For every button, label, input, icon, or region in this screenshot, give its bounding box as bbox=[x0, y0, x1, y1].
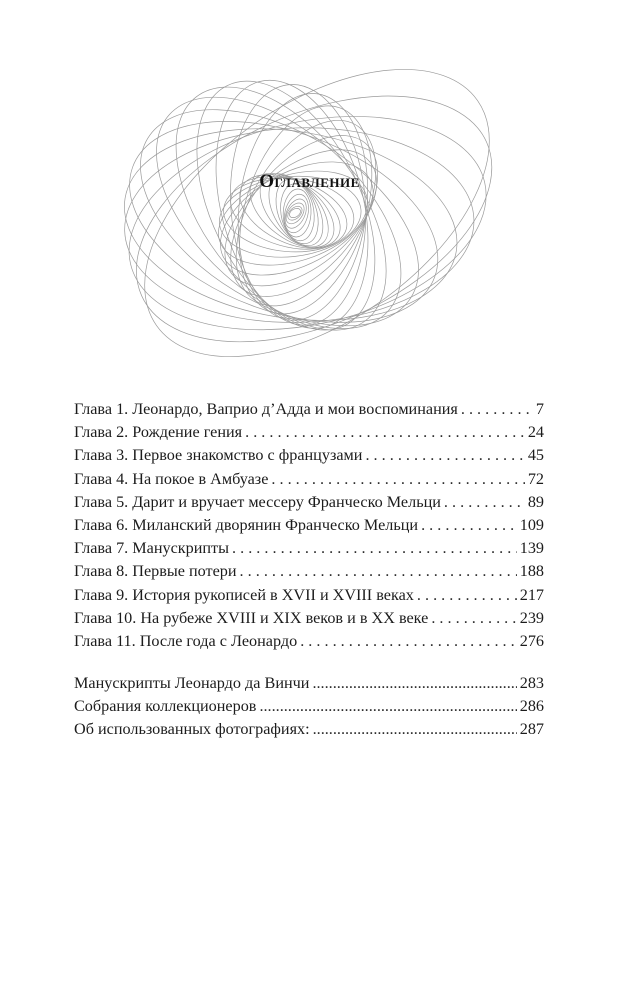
toc-entry-page: 217 bbox=[519, 585, 544, 604]
leader-dots bbox=[444, 491, 525, 514]
leader-dots bbox=[431, 607, 516, 630]
spiral-ornament bbox=[110, 45, 510, 375]
leader-dots bbox=[300, 630, 517, 653]
toc-entry[interactable] bbox=[74, 398, 544, 421]
toc-entry-page: 89 bbox=[527, 492, 544, 511]
toc-entry[interactable] bbox=[74, 491, 544, 514]
toc-entry-title: Глава 7. Манускрипты bbox=[74, 539, 230, 558]
toc-entry-title: Глава 5. Дарит и вручает мессеру Франческо Мельци bbox=[74, 492, 441, 511]
toc-entry[interactable] bbox=[74, 584, 544, 607]
leader-dots bbox=[417, 584, 517, 607]
toc-entry-title: Глава 3. Первое знакомство с французами bbox=[74, 446, 363, 465]
toc-entry-page: 72 bbox=[527, 469, 544, 488]
leader-dots bbox=[240, 560, 517, 583]
leader-dots bbox=[259, 695, 516, 718]
toc-entry[interactable] bbox=[74, 514, 544, 537]
toc-entry-page: 109 bbox=[519, 515, 544, 534]
spiral-ellipse bbox=[110, 84, 507, 363]
toc-entry-title: Глава 9. История рукописей в XVII и XVIII веках bbox=[74, 585, 414, 604]
toc-entry[interactable] bbox=[74, 421, 544, 444]
spiral-ellipse bbox=[285, 204, 305, 223]
leader-dots bbox=[232, 537, 517, 560]
toc-entry-page: 24 bbox=[527, 423, 544, 442]
toc-entry-title: Глава 1. Леонардо, Ваприо д’Адда и мои воспоминания bbox=[74, 400, 458, 418]
spiral-ellipse bbox=[115, 54, 443, 372]
spiral-ellipse bbox=[223, 80, 374, 330]
toc-entry-title: Собрания коллекционеров bbox=[74, 697, 257, 716]
toc-entry-page: 276 bbox=[519, 631, 544, 650]
toc-entry[interactable] bbox=[74, 607, 544, 630]
toc-entry-title: Глава 11. После года с Леонардо bbox=[74, 631, 298, 650]
toc-entry-title: Глава 8. Первые потери bbox=[74, 562, 237, 581]
toc-entry-page: 287 bbox=[519, 720, 544, 739]
leader-dots bbox=[421, 514, 517, 537]
toc-entry[interactable] bbox=[74, 468, 544, 491]
spiral-ellipse bbox=[282, 188, 312, 237]
toc-entry-title: Глава 2. Рождение гения bbox=[74, 423, 243, 442]
leader-dots bbox=[313, 718, 517, 741]
leader-dots bbox=[271, 468, 524, 491]
toc-entry[interactable] bbox=[74, 560, 544, 583]
toc-entry-page: 286 bbox=[519, 697, 544, 716]
toc-entry[interactable] bbox=[74, 630, 544, 653]
spiral-ellipse bbox=[191, 63, 394, 345]
leader-dots bbox=[461, 398, 533, 421]
toc-entry-title: Глава 4. На покое в Амбуазе bbox=[74, 469, 269, 488]
toc-entry-title: Глава 6. Миланский дворянин Франческо Мельци bbox=[74, 515, 419, 534]
toc-entry[interactable] bbox=[74, 718, 544, 741]
toc-entry[interactable] bbox=[74, 444, 544, 467]
section-spacer bbox=[74, 653, 544, 672]
table-of-contents bbox=[74, 398, 544, 742]
toc-entry-page: 139 bbox=[519, 539, 544, 558]
toc-entry-title: Глава 10. На рубеже XVIII и XIX веков и в XX веке bbox=[74, 608, 429, 627]
appendix-list bbox=[74, 672, 544, 742]
page-title: Оглавление bbox=[259, 171, 360, 192]
toc-entry-title: Об использованных фотографиях: bbox=[74, 720, 310, 739]
spiral-ellipse bbox=[134, 49, 428, 367]
toc-entry[interactable] bbox=[74, 537, 544, 560]
leader-dots bbox=[365, 444, 524, 467]
spiral-ellipse bbox=[121, 122, 477, 328]
leader-dots bbox=[245, 421, 525, 444]
toc-entry-page: 7 bbox=[535, 400, 544, 418]
toc-entry-page: 188 bbox=[519, 562, 544, 581]
toc-entry[interactable] bbox=[74, 672, 544, 695]
toc-entry-page: 239 bbox=[519, 608, 544, 627]
spiral-ellipse bbox=[110, 65, 455, 370]
toc-entry[interactable] bbox=[74, 695, 544, 718]
leader-dots bbox=[312, 672, 516, 695]
toc-entry-page: 283 bbox=[519, 674, 544, 693]
chapter-list bbox=[74, 398, 544, 653]
toc-entry-title: Манускрипты Леонардо да Винчи bbox=[74, 674, 310, 693]
toc-entry-page: 45 bbox=[527, 446, 544, 465]
